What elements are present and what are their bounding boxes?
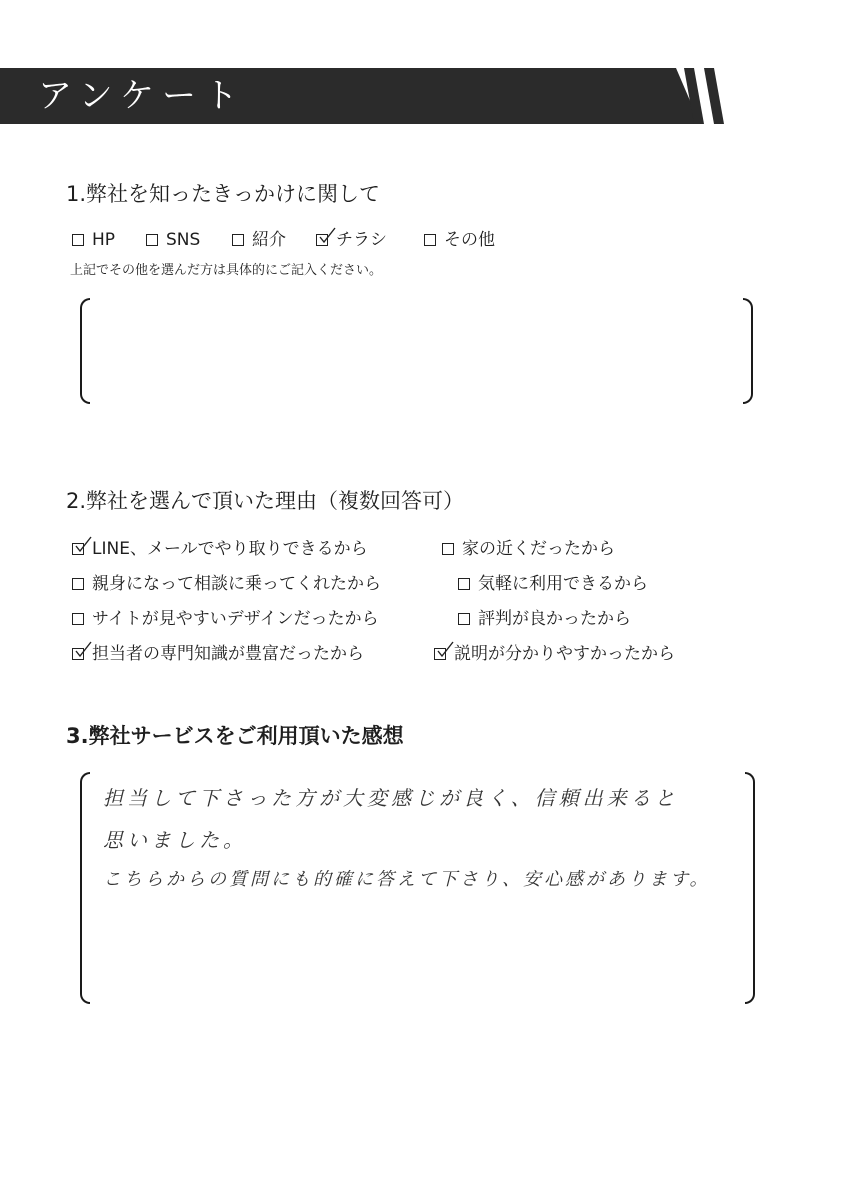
checkbox[interactable] <box>232 234 244 246</box>
question-2-title: 2.弊社を選んで頂いた理由（複数回答可） <box>66 489 465 513</box>
option-easy-use[interactable] <box>458 572 648 596</box>
checkbox[interactable] <box>72 613 84 625</box>
option-near-home[interactable] <box>442 537 615 561</box>
checkbox[interactable] <box>458 613 470 625</box>
handwritten-answer-line: こちらからの質問にも的確に答えて下さり、安心感があります。 <box>103 869 711 890</box>
option-label: その他 <box>444 230 495 250</box>
checkbox[interactable] <box>72 578 84 590</box>
option-kind-consultation[interactable] <box>72 572 381 596</box>
checkmark-icon <box>437 641 455 659</box>
option-label: 担当者の専門知識が豊富だったから <box>92 644 364 664</box>
checkmark-icon <box>75 641 93 659</box>
option-label: 気軽に利用できるから <box>478 574 648 594</box>
option-label: SNS <box>166 230 201 250</box>
option-expert-knowledge[interactable] <box>72 642 364 666</box>
option-hp[interactable] <box>72 228 115 252</box>
other-answer-field[interactable] <box>100 320 720 380</box>
checkmark-icon <box>75 536 93 554</box>
option-referral[interactable] <box>232 228 286 252</box>
checkbox-checked[interactable] <box>72 648 84 660</box>
checkbox-checked[interactable] <box>434 648 446 660</box>
checkbox[interactable] <box>146 234 158 246</box>
answer-box-right-bracket <box>743 298 753 404</box>
option-label: 説明が分かりやすかったから <box>454 644 675 664</box>
checkbox[interactable] <box>72 234 84 246</box>
option-sns[interactable] <box>146 228 200 252</box>
option-good-reputation[interactable] <box>458 607 631 631</box>
option-line-email[interactable] <box>72 537 368 561</box>
option-label: 評判が良かったから <box>478 609 631 629</box>
checkbox[interactable] <box>424 234 436 246</box>
question-3-title: 3.弊社サービスをご利用頂いた感想 <box>66 724 404 748</box>
option-label: 親身になって相談に乗ってくれたから <box>92 574 381 594</box>
option-label: チラシ <box>336 230 387 250</box>
handwritten-answer-line: 担当して下さった方が大変感じが良く、信頼出来ると <box>103 786 679 810</box>
option-label: 紹介 <box>252 230 286 250</box>
answer-box-left-bracket <box>80 298 90 404</box>
option-other[interactable] <box>424 228 495 252</box>
checkbox-checked[interactable] <box>316 234 328 246</box>
header-stripe-decoration <box>704 68 724 124</box>
option-site-design[interactable] <box>72 607 379 631</box>
checkbox-checked[interactable] <box>72 543 84 555</box>
option-flyer[interactable] <box>316 228 387 252</box>
checkmark-icon <box>319 227 337 245</box>
question-1-title: 1.弊社を知ったきっかけに関して <box>66 182 381 206</box>
other-instruction-note: 上記でその他を選んだ方は具体的にご記入ください。 <box>70 263 383 278</box>
option-clear-explanation[interactable] <box>434 642 675 666</box>
answer-box-right-bracket <box>745 772 755 1004</box>
option-label: 家の近くだったから <box>462 539 615 559</box>
option-label: サイトが見やすいデザインだったから <box>92 609 379 629</box>
page-title: アンケート <box>38 76 246 116</box>
option-label: LINE、メールでやり取りできるから <box>92 539 368 559</box>
checkbox[interactable] <box>442 543 454 555</box>
answer-box-left-bracket <box>80 772 90 1004</box>
option-label: HP <box>92 230 116 250</box>
checkbox[interactable] <box>458 578 470 590</box>
handwritten-answer-line: 思いました。 <box>103 828 247 852</box>
